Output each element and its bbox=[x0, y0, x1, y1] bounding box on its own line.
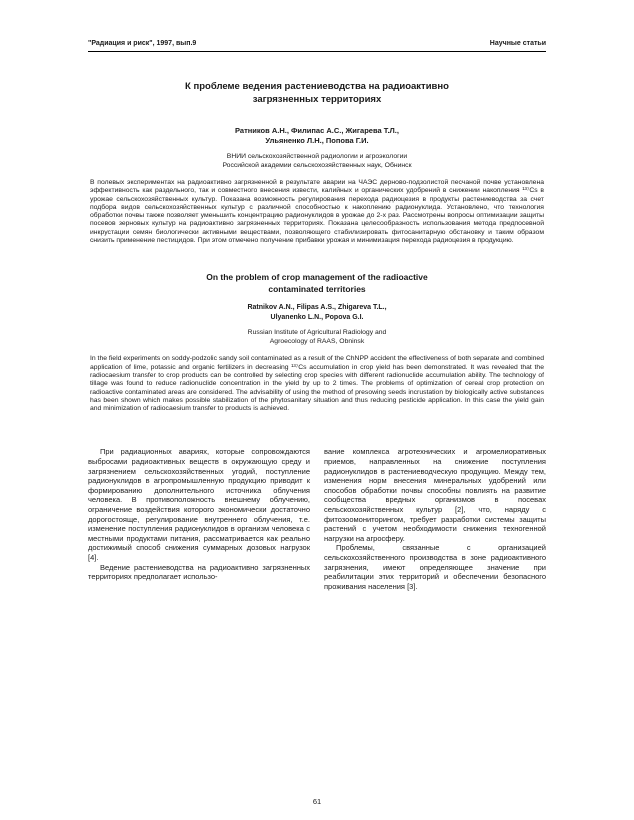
article-title-ru bbox=[88, 80, 546, 106]
left-column bbox=[88, 447, 310, 591]
article-title-en bbox=[88, 271, 546, 295]
authors-ru-line2: Ульяненко Л.Н., Попова Г.И. bbox=[265, 136, 369, 145]
affiliation-ru-line2: Российской академии сельскохозяйственных наук, Обнинск bbox=[222, 161, 412, 169]
affiliation-ru bbox=[88, 153, 546, 170]
abstract-ru: В полевых экспериментах на радиоактивно загрязненной в результате аварии на ЧАЭС дерново-подзолистой песчаной почве установлена эффективность как раздельного, так и совместного внесения извести, калийных и органических удобрений в снижении накопления ¹³⁷Cs в урожае сельскохозяйственных культур. Показана возможность регулирования перехода радиоцезия в продукты растениеводства за счет подбора видов сельскохозяйственных культур с различной способностью к накоплению радионуклида. Установлено, что технология обработки почвы также позволяет уменьшить концентрацию радионуклидов в урожае до 2-х раз. Рассмотрены вопросы оптимизации защиты посевов зерновых культур на радиоактивно загрязненных территориях. Показана целесообразность использования метода предпосевной инкрустации семян биологически активными веществами, позволяющего стабилизировать фитосанитарную обстановку и таким образом снизить применение пестицидов. При этом отмечено получение прибавки урожая и минимизация перехода радиоцезия в продукцию. bbox=[90, 179, 544, 245]
affiliation-en bbox=[88, 329, 546, 346]
paragraph: вание комплекса агротехнических и агромелиоративных приемов, направленных на снижение поступления радионуклидов в растениеводческую продукцию. Между тем, изменения норм внесения минеральных удобрений или способов обработки почвы способны повлиять на развитие сообщества вредных организмов в посевах сельскохозяйственных культур [2], что, наряду с фитозоомониторингом, требует разработки системы защиты растений с учетом необходимости снижения техногенной нагрузки на агросферу. bbox=[324, 447, 546, 543]
page-header bbox=[88, 40, 546, 52]
journal-title: "Радиация и риск", 1997, вып.9 bbox=[88, 40, 197, 47]
affiliation-en-line2: Agroecology of RAAS, Obninsk bbox=[269, 337, 365, 345]
article-title-ru-line1: К проблеме ведения растениеводства на радиоактивно bbox=[185, 81, 449, 92]
authors-ru-line1: Ратников А.Н., Филипас А.С., Жигарева Т.Л., bbox=[235, 126, 399, 135]
paragraph: Ведение растениеводства на радиоактивно загрязненных территориях предполагает использо- bbox=[88, 562, 310, 582]
paragraph: При радиационных авариях, которые сопровождаются выбросами радиоактивных веществ в окружающую среду и загрязнением сельскохозяйственных угодий, поступление радионуклидов в агропромышленную продукцию приводит к формированию дополнительного источника облучения человека. В противоположность внешнему облучению, ограничение воздействия которого экономически достаточно дорогостояще, регулирование внутреннего облучения, т.е. изменение поступления радионуклидов в организм человека с местными продуктами питания, рассматривается как реально достижимый способ снижения суммарных дозовых нагрузок [4]. bbox=[88, 447, 310, 562]
right-column bbox=[324, 447, 546, 591]
affiliation-en-line1: Russian Institute of Agricultural Radiology and bbox=[247, 329, 387, 337]
authors-ru bbox=[88, 126, 546, 146]
page-number: 61 bbox=[312, 797, 322, 806]
body-columns bbox=[88, 447, 546, 591]
article-title-en-line2: contaminated territories bbox=[268, 284, 366, 295]
authors-en-line2: Ulyanenko L.N., Popova G.I. bbox=[270, 313, 364, 321]
article-title-ru-line2: загрязненных территориях bbox=[252, 94, 382, 105]
abstract-en: In the field experiments on soddy-podzolic sandy soil contaminated as a result of the ChNPP accident the effectiveness of both separate and combined application of lime, potassic and organic fertilizers in decreasing ¹³⁷Cs accumulation in crop yield has been demonstrated. It was revealed that the radiocaesium transfer to crop products can be controlled by selecting crop species with different radionuclide accumulation ability. The technology of tillage was found to reduce radionuclide concentration in the yield by up to 2 times. The problems of optimization of cereal crop protection on radioactive contaminated areas are considered. The advisability of using the method of presowing seeds incrustation by biologically active substances has been shown which makes possible stabilization of the phytosanitary situation and thus reducing pesticide application. In this case the yield gain and minimization of radiocaesium transfer to products is achieved. bbox=[90, 355, 544, 413]
authors-en bbox=[88, 303, 546, 322]
affiliation-ru-line1: ВНИИ сельскохозяйственной радиологии и агроэкологии bbox=[226, 153, 408, 160]
article-title-en-line1: On the problem of crop management of the radioactive bbox=[206, 272, 428, 283]
paragraph: Проблемы, связанные с организацией сельскохозяйственного производства в зоне радиоактивного загрязнения, имеют определяющее значение при реабилитации этих территорий и обеспечении безопасного проживания населения [3]. bbox=[324, 543, 546, 591]
section-label: Научные статьи bbox=[489, 40, 546, 47]
authors-en-line1: Ratnikov A.N., Filipas A.S., Zhigareva T.L., bbox=[247, 304, 387, 312]
